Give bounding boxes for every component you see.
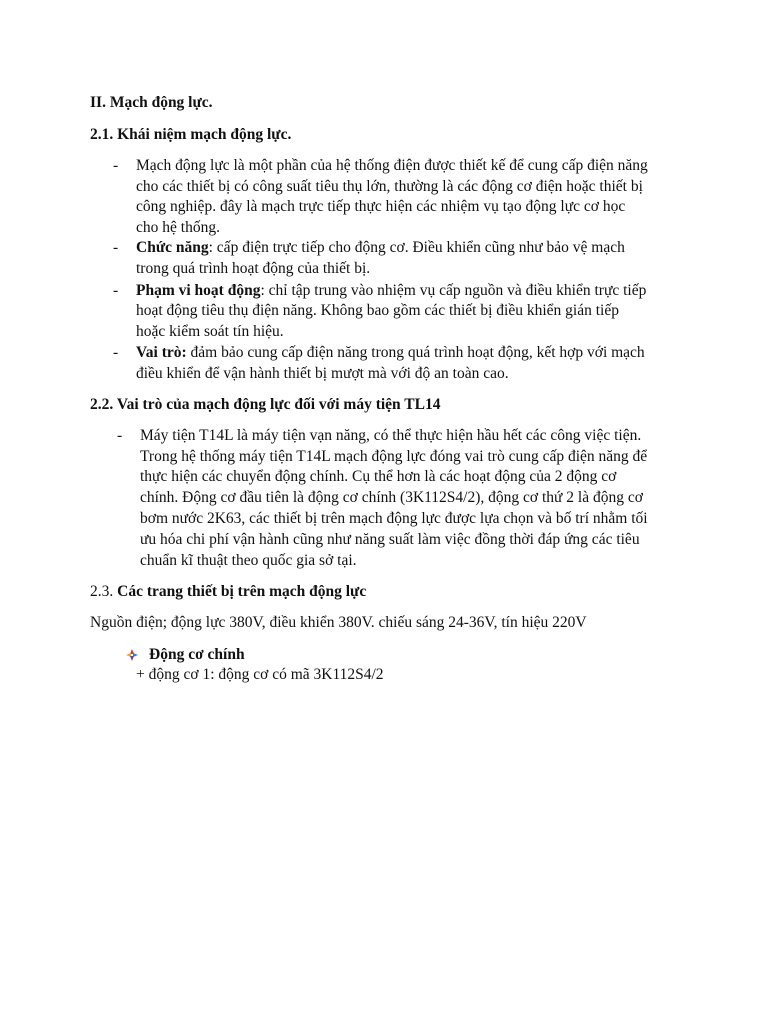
term-text: đảm bảo cung cấp điện năng trong quá trình hoạt động, kết hợp với mạch	[186, 344, 645, 361]
term-label: Chức năng	[136, 239, 209, 256]
list-item-line: ưu hóa chi phí vận hành cũng như năng suất làm việc đồng thời đáp ứng các tiêu	[140, 531, 640, 548]
list-item-line	[136, 343, 645, 364]
list-item-line: công nghiệp. đây là mạch trực tiếp thực hiện các nhiệm vụ tạo động lực cơ học	[136, 198, 626, 215]
list-item-line: hoạt động tiêu thụ điện năng. Không bao gồm các thiết bị điều khiển gián tiếp	[136, 302, 619, 319]
list-item-line: điều khiển để vận hành thiết bị mượt mà với độ an toàn cao.	[136, 365, 509, 382]
list-dash: -	[113, 239, 119, 256]
subheading-number: 2.3.	[90, 583, 118, 600]
arrow-bullet-icon	[125, 648, 139, 662]
list-item-line: hoặc kiểm soát tín hiệu.	[136, 323, 284, 340]
list-item-line: Máy tiện T14L là máy tiện vạn năng, có thể thực hiện hầu hết các công việc tiện.	[140, 427, 642, 444]
term-text: : chỉ tập trung vào nhiệm vụ cấp nguồn và điều khiển trực tiếp	[260, 282, 647, 299]
term-text: : cấp điện trực tiếp cho động cơ. Điều khiển cũng như bảo vệ mạch	[208, 239, 625, 256]
motor-line: + động cơ 1: động cơ có mã 3K112S4/2	[136, 666, 384, 683]
list-item-line: chuẩn kĩ thuật theo quốc gia sở tại.	[140, 552, 357, 569]
list-dash: -	[113, 157, 119, 174]
list-item-line: cho các thiết bị có công suất tiêu thụ lớn, thường là các động cơ điện hoặc thiết bị	[136, 178, 643, 195]
subheading-2-2: 2.2. Vai trò của mạch động lực đối với máy tiện TL14	[90, 396, 441, 413]
list-item-line: thực hiện các chuyển động chính. Cụ thể hơn là các hoạt động của 2 động cơ	[140, 468, 617, 485]
subheading-text: Các trang thiết bị trên mạch động lực	[117, 583, 367, 600]
list-item-line	[136, 281, 646, 302]
list-item-line: cho hệ thống.	[136, 219, 220, 236]
list-dash: -	[113, 282, 119, 299]
list-item-line: chính. Động cơ đầu tiên là động cơ chính (3K112S4/2), động cơ thứ 2 là động cơ	[140, 489, 643, 506]
term-label: Vai trò:	[136, 344, 187, 361]
list-item-line: Mạch động lực là một phần của hệ thống điện được thiết kế để cung cấp điện năng	[136, 157, 648, 174]
subheading-2-1: 2.1. Khái niệm mạch động lực.	[90, 126, 292, 143]
section-heading: II. Mạch động lực.	[90, 94, 213, 111]
subheading-2-3	[90, 582, 366, 603]
motor-heading: Động cơ chính	[149, 646, 245, 663]
power-specs-line: Nguồn điện; động lực 380V, điều khiển 380V. chiếu sáng 24-36V, tín hiệu 220V	[90, 614, 587, 631]
list-item-line: bơm nước 2K63, các thiết bị trên mạch động lực được lựa chọn và bố trí nhằm tối	[140, 510, 648, 527]
list-item-line: Trong hệ thống máy tiện T14L mạch động lực đóng vai trò cung cấp điện năng để	[140, 448, 648, 465]
list-dash: -	[113, 344, 119, 361]
list-dash: -	[117, 427, 123, 444]
list-item-line: trong quá trình hoạt động của thiết bị.	[136, 260, 371, 277]
term-label: Phạm vi hoạt động	[136, 282, 261, 299]
list-item-line	[136, 238, 625, 259]
